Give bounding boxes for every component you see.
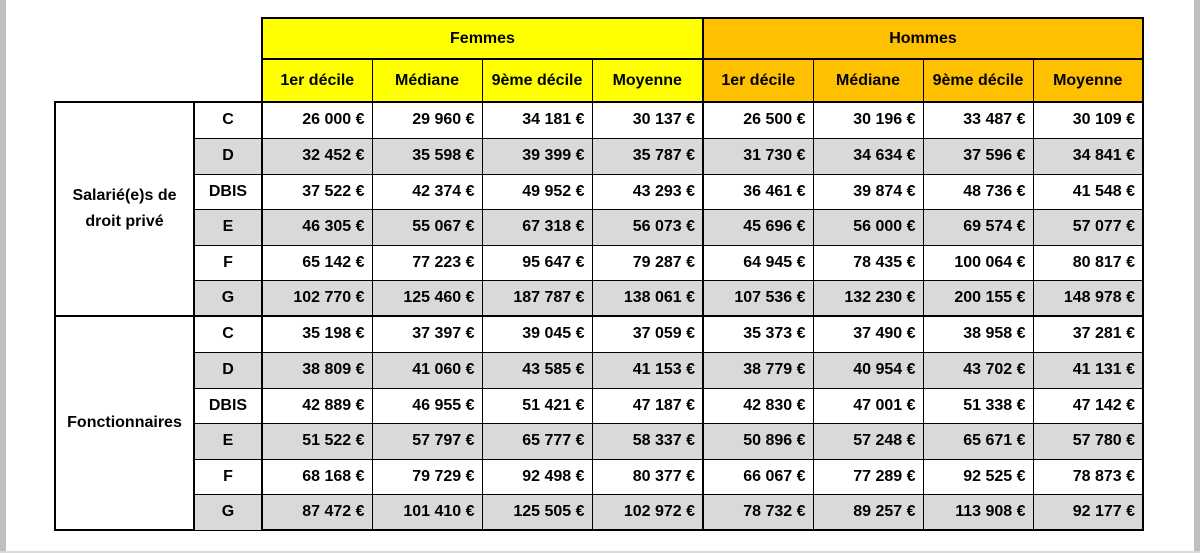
value-cell-hommes: 65 671 € (923, 423, 1033, 459)
value-cell-femmes: 35 598 € (372, 138, 482, 174)
value-cell-femmes: 38 809 € (262, 352, 372, 388)
value-cell-femmes: 57 797 € (372, 423, 482, 459)
window-right-border (1194, 0, 1200, 553)
value-cell-femmes: 79 287 € (592, 245, 703, 280)
level-label: DBIS (194, 174, 262, 209)
table-row (55, 174, 1143, 209)
table-row (55, 388, 1143, 423)
level-label: C (194, 316, 262, 352)
value-cell-hommes: 37 490 € (813, 316, 923, 352)
value-cell-femmes: 51 421 € (482, 388, 592, 423)
value-cell-femmes: 26 000 € (262, 102, 372, 138)
value-cell-femmes: 58 337 € (592, 423, 703, 459)
value-cell-hommes: 50 896 € (703, 423, 813, 459)
value-cell-femmes: 55 067 € (372, 209, 482, 245)
value-cell-femmes: 56 073 € (592, 209, 703, 245)
col-header-femmes-1er-decile: 1er décile (262, 59, 372, 102)
level-label: G (194, 280, 262, 316)
value-cell-femmes: 34 181 € (482, 102, 592, 138)
value-cell-hommes: 107 536 € (703, 280, 813, 316)
value-cell-hommes: 51 338 € (923, 388, 1033, 423)
table-row (55, 316, 1143, 352)
value-cell-femmes: 67 318 € (482, 209, 592, 245)
value-cell-femmes: 41 060 € (372, 352, 482, 388)
value-cell-hommes: 56 000 € (813, 209, 923, 245)
table-row (55, 352, 1143, 388)
header-row-stats (55, 59, 1143, 102)
value-cell-hommes: 57 248 € (813, 423, 923, 459)
value-cell-femmes: 87 472 € (262, 494, 372, 530)
table-row (55, 138, 1143, 174)
value-cell-femmes: 65 777 € (482, 423, 592, 459)
level-label: G (194, 494, 262, 530)
value-cell-hommes: 33 487 € (923, 102, 1033, 138)
col-header-hommes-moyenne: Moyenne (1033, 59, 1143, 102)
value-cell-hommes: 41 548 € (1033, 174, 1143, 209)
value-cell-hommes: 113 908 € (923, 494, 1033, 530)
value-cell-hommes: 30 196 € (813, 102, 923, 138)
col-header-hommes-mediane: Médiane (813, 59, 923, 102)
table-row (55, 280, 1143, 316)
value-cell-femmes: 102 770 € (262, 280, 372, 316)
group-label: Fonctionnaires (55, 316, 194, 530)
value-cell-femmes: 41 153 € (592, 352, 703, 388)
value-cell-hommes: 37 596 € (923, 138, 1033, 174)
value-cell-hommes: 48 736 € (923, 174, 1033, 209)
level-label: C (194, 102, 262, 138)
value-cell-hommes: 35 373 € (703, 316, 813, 352)
value-cell-femmes: 37 522 € (262, 174, 372, 209)
table-row (55, 494, 1143, 530)
value-cell-hommes: 78 435 € (813, 245, 923, 280)
value-cell-femmes: 65 142 € (262, 245, 372, 280)
table-row (55, 245, 1143, 280)
value-cell-femmes: 77 223 € (372, 245, 482, 280)
value-cell-hommes: 200 155 € (923, 280, 1033, 316)
value-cell-femmes: 92 498 € (482, 459, 592, 494)
value-cell-femmes: 29 960 € (372, 102, 482, 138)
blank-cell (194, 18, 262, 59)
col-header-hommes-9eme-decile: 9ème décile (923, 59, 1033, 102)
value-cell-femmes: 46 305 € (262, 209, 372, 245)
col-header-femmes-mediane: Médiane (372, 59, 482, 102)
value-cell-hommes: 77 289 € (813, 459, 923, 494)
value-cell-hommes: 40 954 € (813, 352, 923, 388)
level-label: DBIS (194, 388, 262, 423)
value-cell-hommes: 26 500 € (703, 102, 813, 138)
value-cell-hommes: 38 958 € (923, 316, 1033, 352)
value-cell-femmes: 125 460 € (372, 280, 482, 316)
value-cell-femmes: 42 374 € (372, 174, 482, 209)
level-label: D (194, 352, 262, 388)
col-header-femmes-9eme-decile: 9ème décile (482, 59, 592, 102)
level-label: E (194, 209, 262, 245)
value-cell-femmes: 37 397 € (372, 316, 482, 352)
value-cell-femmes: 39 045 € (482, 316, 592, 352)
value-cell-femmes: 79 729 € (372, 459, 482, 494)
table-row (55, 209, 1143, 245)
value-cell-hommes: 64 945 € (703, 245, 813, 280)
value-cell-hommes: 47 142 € (1033, 388, 1143, 423)
value-cell-hommes: 92 525 € (923, 459, 1033, 494)
value-cell-femmes: 47 187 € (592, 388, 703, 423)
col-header-hommes-1er-decile: 1er décile (703, 59, 813, 102)
level-label: D (194, 138, 262, 174)
value-cell-hommes: 43 702 € (923, 352, 1033, 388)
value-cell-femmes: 101 410 € (372, 494, 482, 530)
value-cell-hommes: 30 109 € (1033, 102, 1143, 138)
value-cell-femmes: 51 522 € (262, 423, 372, 459)
value-cell-hommes: 89 257 € (813, 494, 923, 530)
table-row (55, 102, 1143, 138)
value-cell-hommes: 45 696 € (703, 209, 813, 245)
value-cell-femmes: 80 377 € (592, 459, 703, 494)
value-cell-hommes: 78 732 € (703, 494, 813, 530)
value-cell-hommes: 39 874 € (813, 174, 923, 209)
group-label: Salarié(e)s de droit privé (55, 102, 194, 316)
value-cell-hommes: 78 873 € (1033, 459, 1143, 494)
value-cell-femmes: 68 168 € (262, 459, 372, 494)
header-hommes: Hommes (703, 18, 1143, 59)
value-cell-hommes: 92 177 € (1033, 494, 1143, 530)
value-cell-hommes: 37 281 € (1033, 316, 1143, 352)
blank-cell (55, 18, 194, 59)
table-row (55, 459, 1143, 494)
value-cell-hommes: 47 001 € (813, 388, 923, 423)
value-cell-femmes: 43 293 € (592, 174, 703, 209)
value-cell-hommes: 148 978 € (1033, 280, 1143, 316)
value-cell-hommes: 34 841 € (1033, 138, 1143, 174)
value-cell-hommes: 57 780 € (1033, 423, 1143, 459)
value-cell-femmes: 95 647 € (482, 245, 592, 280)
value-cell-hommes: 80 817 € (1033, 245, 1143, 280)
value-cell-hommes: 42 830 € (703, 388, 813, 423)
value-cell-femmes: 35 787 € (592, 138, 703, 174)
value-cell-femmes: 102 972 € (592, 494, 703, 530)
value-cell-femmes: 125 505 € (482, 494, 592, 530)
value-cell-hommes: 57 077 € (1033, 209, 1143, 245)
value-cell-hommes: 132 230 € (813, 280, 923, 316)
value-cell-femmes: 46 955 € (372, 388, 482, 423)
value-cell-femmes: 42 889 € (262, 388, 372, 423)
level-label: F (194, 245, 262, 280)
value-cell-femmes: 138 061 € (592, 280, 703, 316)
value-cell-femmes: 49 952 € (482, 174, 592, 209)
value-cell-femmes: 35 198 € (262, 316, 372, 352)
value-cell-femmes: 30 137 € (592, 102, 703, 138)
value-cell-hommes: 69 574 € (923, 209, 1033, 245)
value-cell-femmes: 32 452 € (262, 138, 372, 174)
value-cell-femmes: 37 059 € (592, 316, 703, 352)
value-cell-hommes: 41 131 € (1033, 352, 1143, 388)
table-row (55, 423, 1143, 459)
value-cell-hommes: 100 064 € (923, 245, 1033, 280)
level-label: F (194, 459, 262, 494)
value-cell-hommes: 38 779 € (703, 352, 813, 388)
salary-table (54, 17, 1144, 531)
header-femmes: Femmes (262, 18, 703, 59)
value-cell-femmes: 187 787 € (482, 280, 592, 316)
level-label: E (194, 423, 262, 459)
value-cell-femmes: 43 585 € (482, 352, 592, 388)
value-cell-hommes: 34 634 € (813, 138, 923, 174)
value-cell-hommes: 31 730 € (703, 138, 813, 174)
col-header-femmes-moyenne: Moyenne (592, 59, 703, 102)
value-cell-femmes: 39 399 € (482, 138, 592, 174)
value-cell-hommes: 66 067 € (703, 459, 813, 494)
blank-cell (194, 59, 262, 102)
window-left-border (0, 0, 6, 553)
header-row-sex (55, 18, 1143, 59)
blank-cell (55, 59, 194, 102)
value-cell-hommes: 36 461 € (703, 174, 813, 209)
